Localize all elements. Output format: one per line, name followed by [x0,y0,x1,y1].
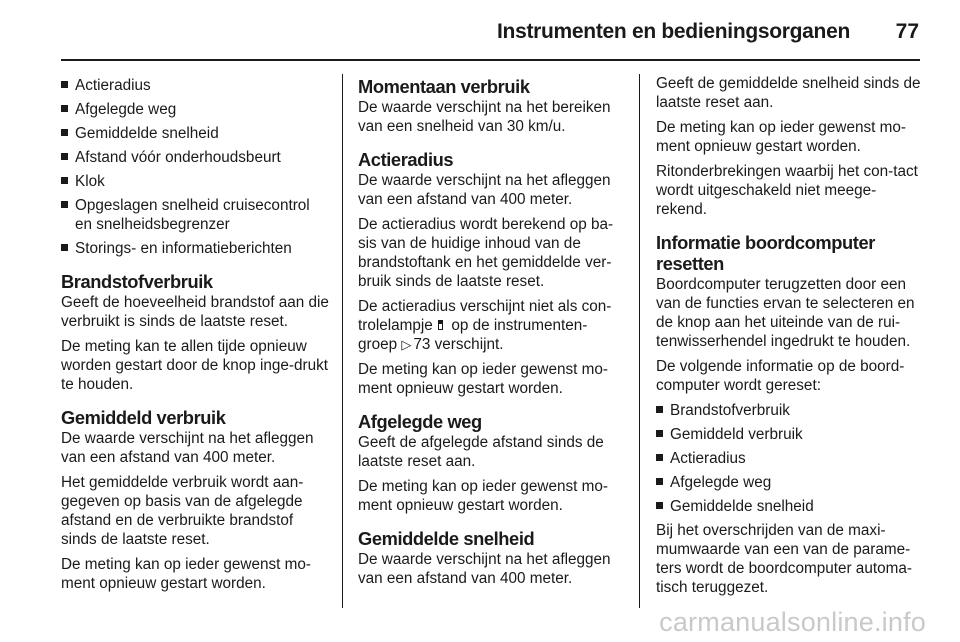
bullet-list-functions [61,76,329,258]
paragraph: Bij het overschrijden van de maxi-mumwaarde van een van de parame-ters wordt de boordcomputer automa-tisch teruggezet. [656,522,912,596]
paragraph: De meting kan op ieder gewenst mo-ment opnieuw gestart worden. [358,361,608,397]
page-number: 77 [895,20,919,43]
text-fragment: op de instrumenten-groep [358,317,588,353]
paragraph: De waarde verschijnt na het bereiken van een snelheid van 30 km/u. [358,99,611,135]
triangle-right-icon: ▷ [401,337,412,352]
list-item: Afgelegde weg [656,473,924,492]
bullet-list-reset-items [656,401,924,516]
paragraph: De waarde verschijnt na het afleggen van een afstand van 400 meter. [358,172,611,208]
list-item: Brandstofverbruik [656,401,924,420]
header-divider [61,59,920,61]
list-item: Afgelegde weg [61,100,329,119]
paragraph: De waarde verschijnt na het afleggen van een afstand van 400 meter. [358,551,611,587]
paragraph: De volgende informatie op de boord-computer wordt gereset: [656,358,905,394]
paragraph: Geeft de hoeveelheid brandstof aan die verbruikt is sinds de laatste reset. [61,294,329,330]
column-left [61,74,329,599]
paragraph-with-icon [358,297,626,354]
paragraph: De meting kan op ieder gewenst mo-ment opnieuw gestart worden. [656,119,906,155]
page-header [0,0,960,58]
column-divider [342,74,343,608]
section-heading-reset: Informatie boordcomputer resetten [656,232,875,274]
paragraph: Het gemiddelde verbruik wordt aan-gegeven op basis van de afgelegde afstand en de verbruikte brandstof sinds de laatste reset. [61,474,304,548]
list-item: Gemiddelde snelheid [61,124,329,143]
list-item: Storings- en informatieberichten [61,239,329,258]
paragraph: De meting kan op ieder gewenst mo-ment opnieuw gestart worden. [61,556,311,592]
section-heading-gemiddelde-snelheid: Gemiddelde snelheid [358,528,535,549]
section-heading-brandstofverbruik: Brandstofverbruik [61,271,213,292]
paragraph: De actieradius wordt berekend op ba-sis van de huidige inhoud van de brandstoftank en het gemiddelde ver-bruik sinds de laatste reset. [358,216,614,290]
list-item: Actieradius [61,76,329,95]
list-item: Afstand vóór onderhoudsbeurt [61,148,329,167]
column-right [656,74,924,603]
paragraph: De meting kan op ieder gewenst mo-ment opnieuw gestart worden. [358,478,608,514]
list-item: Gemiddeld verbruik [656,425,924,444]
paragraph: Boordcomputer terugzetten door een van de functies ervan te selecteren en de knop aan het uiteinde van de rui-tenwisserhendel ingedrukt te houden. [656,276,915,350]
list-item: Opgeslagen snelheid cruisecontrol en snelheidsbegrenzer [61,196,329,234]
list-item: Actieradius [656,449,924,468]
list-item: Klok [61,172,329,191]
page-reference: 73 verschijnt. [413,336,504,353]
section-heading-afgelegde-weg: Afgelegde weg [358,411,482,432]
text-fragment: De actieradius verschijnt niet als con-trolelampje [358,298,612,334]
watermark: carmanualsonline.info [659,607,926,637]
column-middle [358,74,626,594]
paragraph: Geeft de gemiddelde snelheid sinds de laatste reset aan. [656,75,921,111]
section-heading-gemiddeld-verbruik: Gemiddeld verbruik [61,407,226,428]
page-title: Instrumenten en bedieningsorganen [497,20,850,43]
paragraph: Geeft de afgelegde afstand sinds de laatste reset aan. [358,434,604,470]
column-divider [639,74,640,608]
list-item: Gemiddelde snelheid [656,497,924,516]
paragraph: De meting kan te allen tijde opnieuw worden gestart door de knop inge-drukt te houden. [61,338,329,393]
fuel-pump-icon [438,319,446,331]
paragraph: Ritonderbrekingen waarbij het con-tact wordt uitgeschakeld niet meege-rekend. [656,163,918,218]
section-heading-momentaan-verbruik: Momentaan verbruik [358,76,530,97]
paragraph: De waarde verschijnt na het afleggen van een afstand van 400 meter. [61,430,314,466]
section-heading-actieradius: Actieradius [358,149,454,170]
